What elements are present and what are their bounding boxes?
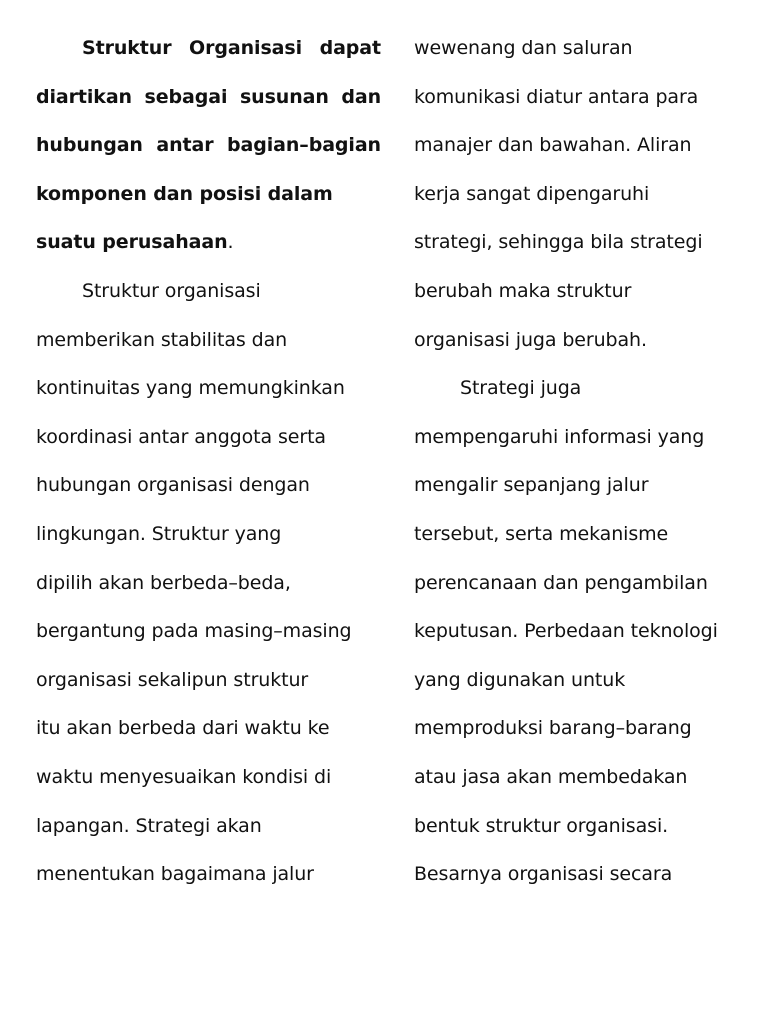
text-line xyxy=(414,704,759,753)
text-line-content: mempengaruhi informasi yang xyxy=(414,425,705,448)
text-line-content: komunikasi diatur antara para xyxy=(414,85,699,108)
text-line xyxy=(414,802,759,851)
text-line-content: kerja sangat dipengaruhi xyxy=(414,182,650,205)
text-line xyxy=(36,218,381,267)
text-line xyxy=(414,170,759,219)
right-text-column xyxy=(414,24,759,899)
text-line-content: lapangan. Strategi akan xyxy=(36,814,262,837)
text-line-content: keputusan. Perbedaan teknologi xyxy=(414,620,718,643)
text-line-content: tersebut, serta mekanisme xyxy=(414,522,669,545)
text-line xyxy=(36,170,381,219)
text-line xyxy=(36,267,381,316)
text-line-content: perencanaan dan pengambilan xyxy=(414,571,708,594)
text-line xyxy=(36,559,381,608)
text-line xyxy=(36,316,381,365)
text-line xyxy=(36,656,381,705)
text-line-content: diartikan sebagai susunan dan xyxy=(36,85,381,108)
text-line xyxy=(414,607,759,656)
text-line xyxy=(414,850,759,899)
text-line-content: strategi, sehingga bila strategi xyxy=(414,231,703,254)
text-line xyxy=(36,413,381,462)
text-line-content: wewenang dan saluran xyxy=(414,37,633,59)
text-line xyxy=(36,607,381,656)
text-line-content: Struktur organisasi xyxy=(82,279,261,302)
text-line xyxy=(414,461,759,510)
text-line-content: organisasi juga berubah. xyxy=(414,328,647,351)
text-line xyxy=(414,218,759,267)
text-line-content: memproduksi barang–barang xyxy=(414,717,692,740)
text-line-content: manajer dan bawahan. Aliran xyxy=(414,134,692,157)
text-line xyxy=(36,461,381,510)
text-line-content: Besarnya organisasi secara xyxy=(414,863,673,886)
text-line xyxy=(36,850,381,899)
text-line-content: organisasi sekalipun struktur xyxy=(36,668,309,691)
text-line-content: hubungan organisasi dengan xyxy=(36,474,310,497)
text-line xyxy=(414,753,759,802)
text-line xyxy=(414,121,759,170)
text-line-content: Struktur Organisasi dapat xyxy=(82,37,381,59)
text-line-content: memberikan stabilitas dan xyxy=(36,328,288,351)
text-line-content: itu akan berbeda dari waktu ke xyxy=(36,717,330,740)
text-line xyxy=(36,121,381,170)
text-line-content: koordinasi antar anggota serta xyxy=(36,425,326,448)
text-line xyxy=(36,704,381,753)
left-text-column xyxy=(36,24,381,899)
text-line-content: menentukan bagaimana jalur xyxy=(36,863,314,886)
text-line xyxy=(414,413,759,462)
text-line-content: suatu perusahaan xyxy=(36,231,228,254)
text-line-content: hubungan antar bagian–bagian xyxy=(36,134,381,157)
text-line-content: bentuk struktur organisasi. xyxy=(414,814,669,837)
text-line-content: komponen dan posisi dalam xyxy=(36,182,333,205)
text-line xyxy=(414,316,759,365)
text-line xyxy=(414,656,759,705)
text-line xyxy=(36,24,381,73)
text-line-content: atau jasa akan membedakan xyxy=(414,765,688,788)
text-line-content: dipilih akan berbeda–beda, xyxy=(36,571,291,594)
text-line xyxy=(414,24,759,73)
text-line-content: Strategi juga xyxy=(460,377,582,400)
text-line xyxy=(36,802,381,851)
text-line xyxy=(36,364,381,413)
text-line-content: bergantung pada masing–masing xyxy=(36,620,352,643)
text-line-content: kontinuitas yang memungkinkan xyxy=(36,377,345,400)
text-line-content: waktu menyesuaikan kondisi di xyxy=(36,765,332,788)
text-line xyxy=(36,510,381,559)
text-line xyxy=(414,510,759,559)
text-line xyxy=(414,559,759,608)
text-line xyxy=(36,753,381,802)
text-line xyxy=(414,364,759,413)
text-line-tail: . xyxy=(227,231,234,254)
text-line-content: berubah maka struktur xyxy=(414,279,632,302)
text-line xyxy=(414,267,759,316)
text-line-content: mengalir sepanjang jalur xyxy=(414,474,649,497)
text-line-content: lingkungan. Struktur yang xyxy=(36,522,282,545)
text-line xyxy=(36,73,381,122)
text-line-content: yang digunakan untuk xyxy=(414,668,626,691)
text-line xyxy=(414,73,759,122)
